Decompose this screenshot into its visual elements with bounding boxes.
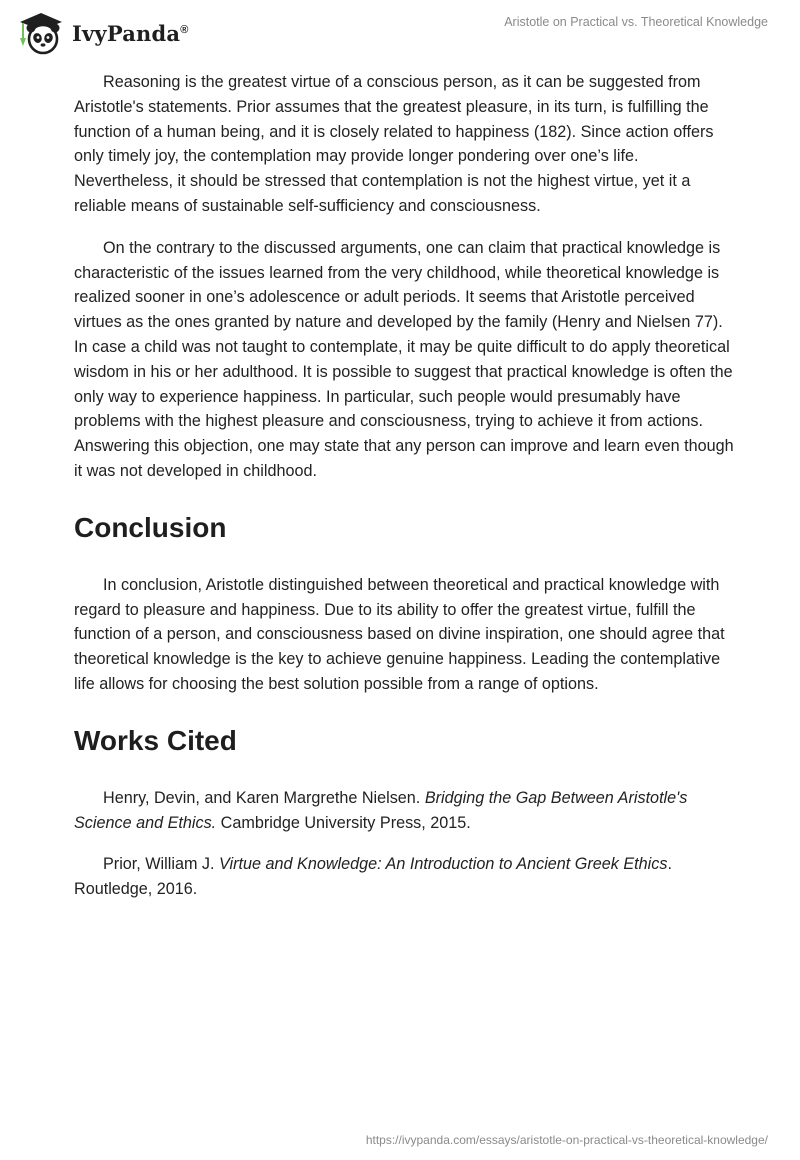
running-title: Aristotle on Practical vs. Theoretical Knowledge xyxy=(504,15,768,29)
brand-logo[interactable] xyxy=(14,8,189,56)
citation-publisher: Cambridge University Press, 2015. xyxy=(220,813,471,832)
citation-entry-1 xyxy=(74,786,734,836)
page-header xyxy=(0,0,800,60)
conclusion-heading: Conclusion xyxy=(74,511,227,543)
body-paragraph-1: Reasoning is the greatest virtue of a conscious person, as it can be suggested from Aristotle's statements. Prior assumes that the greatest pleasure, in its turn, is fulfilling the function of a human being, and it is closely related to happiness (182). Since action offers only timely joy, the contemplation may provide longer pondering over one’s life. Nevertheless, it should be stressed that contemplation is not the highest virtue, yet it a reliable means of sustainable self-sufficiency and consciousness. xyxy=(74,73,714,215)
citation-authors: Henry, Devin, and Karen Margrethe Nielsen. xyxy=(103,788,421,807)
citation-title: Bridging the Gap Between Aristotle's Science and Ethics. xyxy=(74,788,688,832)
conclusion-paragraph: In conclusion, Aristotle distinguished between theoretical and practical knowledge with regard to pleasure and happiness. Due to its ability to offer the greatest virtue, fulfill the function of a person, and consciousness based on divine inspiration, one should agree that theoretical knowledge is the key to achieve genuine happiness. Leading the contemplative life allows for choosing the best solution possible from a range of options. xyxy=(74,575,725,693)
citation-authors: Prior, William J. xyxy=(103,855,215,874)
brand-name: IvyPanda® xyxy=(72,20,189,46)
citation-entry-2 xyxy=(74,852,734,902)
panda-graduate-icon xyxy=(14,8,66,56)
source-url-link[interactable]: https://ivypanda.com/essays/aristotle-on-practical-vs-theoretical-knowledge/ xyxy=(365,1133,768,1147)
body-paragraph-2: On the contrary to the discussed arguments, one can claim that practical knowledge is characteristic of the issues learned from the very childhood, while theoretical knowledge is realized sooner in one’s adolescence or adult periods. It seems that Aristotle perceived virtues as the ones granted by nature and developed by the family (Henry and Nielsen 77). In case a child was not taught to contemplate, it may be quite difficult to do apply theoretical wisdom in his or her adulthood. It is possible to suggest that practical knowledge is often the only way to experience happiness. In particular, such people would presumably have problems with the highest pleasure and consciousness, trying to achieve it from actions. Answering this objection, one may state that any person can improve and learn even though it was not developed in childhood. xyxy=(74,238,734,480)
citation-publisher: . Routledge, 2016. xyxy=(74,855,672,899)
citation-title: Virtue and Knowledge: An Introduction to Ancient Greek Ethics xyxy=(219,855,668,874)
essay-content xyxy=(74,70,734,919)
works-cited-heading: Works Cited xyxy=(74,724,237,756)
registered-mark: ® xyxy=(180,23,189,36)
